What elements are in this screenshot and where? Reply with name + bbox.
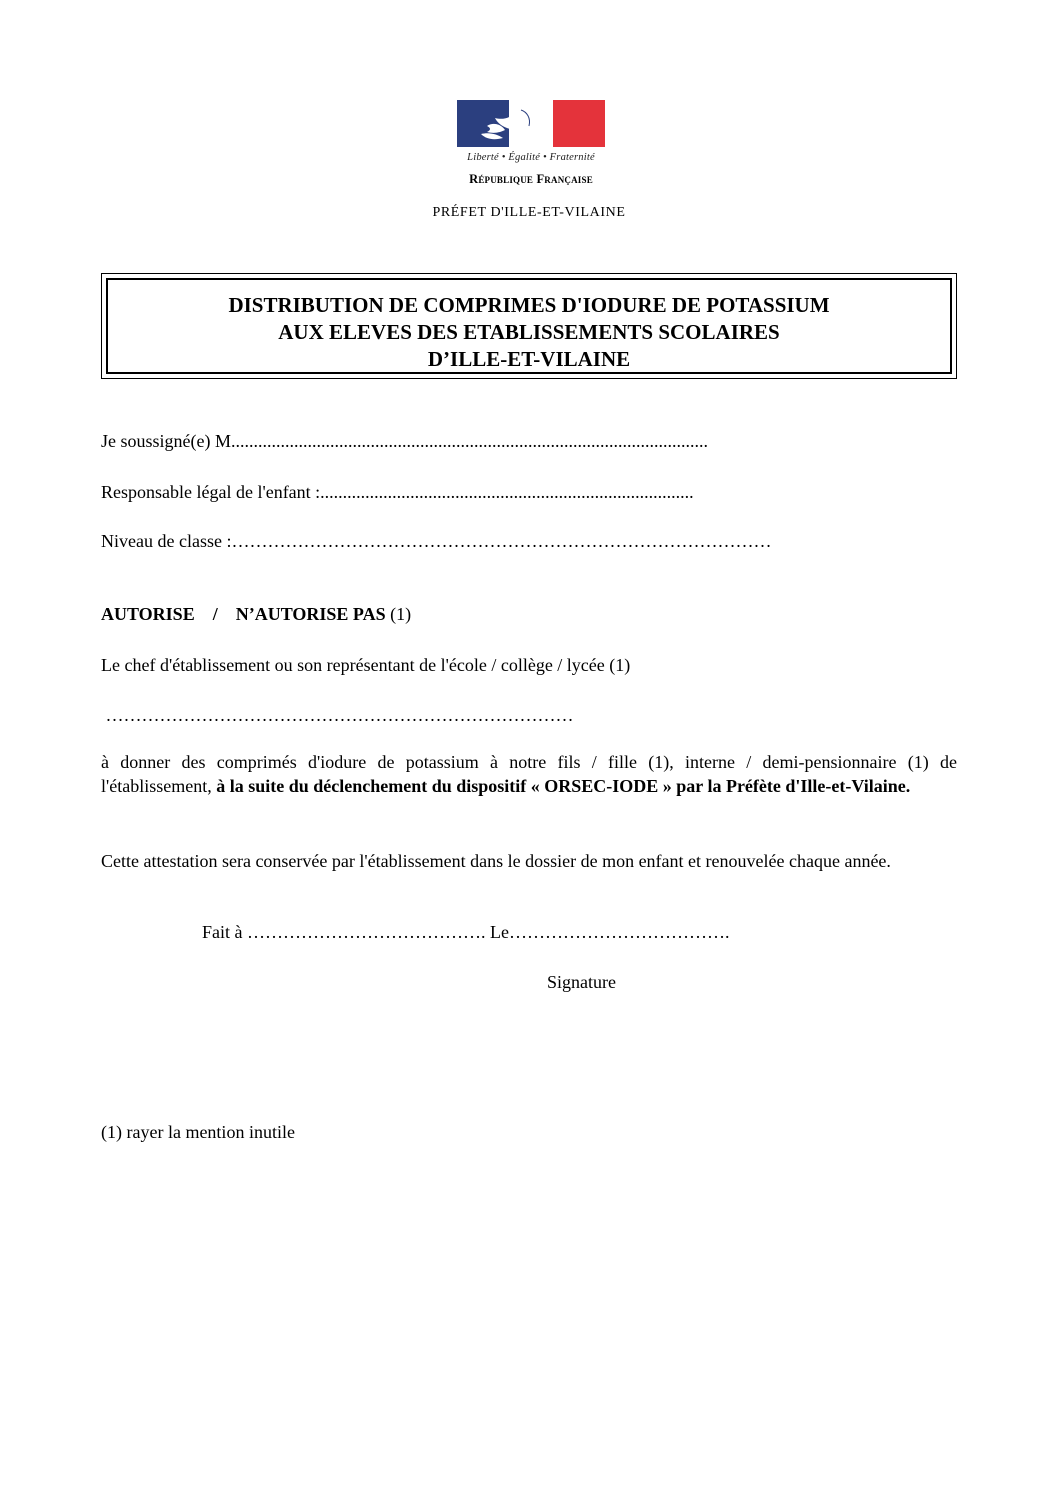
soussigne-field[interactable]: Je soussigné(e) M.......................................................................................................... [101, 431, 708, 451]
autorise-option[interactable]: AUTORISE [101, 604, 195, 624]
responsable-field[interactable]: Responsable légal de l'enfant :................................................................................... [101, 482, 694, 502]
prefet-heading: PRÉFET D'ILLE-ET-VILAINE [432, 205, 626, 220]
chef-etablissement-text: Le chef d'établissement ou son représentant de l'école / collège / lycée (1) [101, 655, 631, 675]
n-autorise-option[interactable]: N’AUTORISE PAS [235, 604, 386, 624]
republique-francaise-logo [451, 100, 611, 192]
motto-text: Liberté • Égalité • Fraternité [467, 152, 595, 163]
footnote: (1) rayer la mention inutile [101, 1122, 295, 1142]
donner-bold-text: à la suite du déclenchement du dispositif « ORSEC-IODE » par la Préfète d'Ille-et-Vilaine. [216, 776, 911, 796]
etablissement-dotted-field[interactable]: …………………………………………………………………… [101, 705, 574, 725]
title-box [101, 273, 957, 379]
donner-text: à donner des comprimés d'iodure de potassium à notre fils / fille (1), interne / demi-pensionnaire (1) de l'établissement, [101, 752, 957, 796]
footnote-ref: (1) [385, 604, 412, 624]
title-line-3: D’ILLE-ET-VILAINE [427, 347, 631, 371]
donner-paragraph [101, 750, 957, 798]
authorization-choice [101, 604, 411, 625]
attestation-paragraph: Cette attestation sera conservée par l'établissement dans le dossier de mon enfant et renouvelée chaque année. [101, 851, 891, 871]
document-title [108, 292, 950, 373]
niveau-field[interactable]: Niveau de classe :……………………………………………………………………………… [101, 531, 772, 551]
fait-a-le-field[interactable]: Fait à …………………………………. Le………………………………. [202, 922, 730, 942]
republique-francaise-text: République Française [469, 172, 593, 186]
option-separator: / [212, 604, 218, 624]
marianne-flag-icon [457, 100, 605, 147]
signature-label: Signature [547, 972, 616, 992]
title-line-2: AUX ELEVES DES ETABLISSEMENTS SCOLAIRES [278, 320, 780, 344]
title-inner-border [106, 278, 952, 374]
title-line-1: DISTRIBUTION DE COMPRIMES D'IODURE DE POTASSIUM [228, 293, 830, 317]
